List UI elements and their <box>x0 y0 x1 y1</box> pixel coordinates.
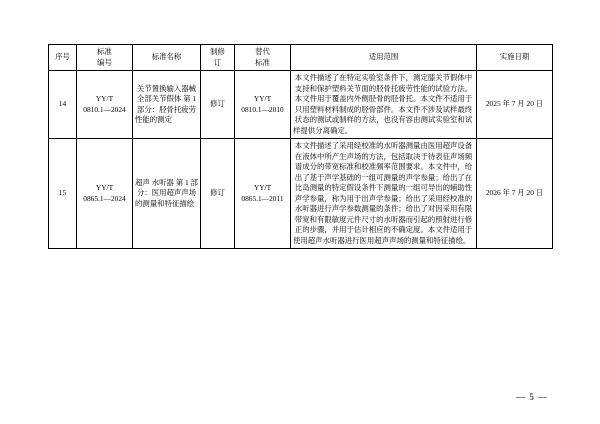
row-standard-code <box>77 139 133 249</box>
header-replaced-line2: 标准 <box>255 57 270 67</box>
row-replaced-line2: 0810.1—2010 <box>241 104 284 114</box>
row-standard-name: 超声 水听器 第 1 部分：医用超声声场的测量和特征描绘 <box>133 139 201 249</box>
row-replaced-standard <box>235 71 291 139</box>
row-standard-code-line2: 0810.1—2024 <box>83 104 126 114</box>
page-number: — 5 — <box>516 392 548 402</box>
row-sequence: 14 <box>49 71 77 139</box>
header-standard-code-line1: 标准 <box>97 47 112 56</box>
row-replaced-line1: YY/T <box>253 94 272 104</box>
table-header-row <box>49 45 553 71</box>
standards-table <box>48 44 553 249</box>
row-standard-name: 关节置换输入器械全部关节假体 第 1 部分：胫骨托疲劳性能的测定 <box>133 71 201 139</box>
header-standard-code <box>77 45 133 71</box>
row-replaced-line1: YY/T <box>253 183 272 193</box>
row-standard-code-line1: YY/T <box>95 183 114 193</box>
row-scope: 本文件描述了采用经校准的水听器测量由医用超声设备在液体中所产生声场的方法，包括取决于待表征声场频谱成分的带宽标准和校准频率范围要求。本文件中，给出了基于声学基础的一组可测量的声学参量；给出了在比岛测量的特定假设条件下测量的一组可导出的辅助性声学参量，称为用于出声学参量；给出了采用经校准的水听器进行声学参数测量的条件；给出了对因采用有限带宽和有限敏度元件尺寸的水听器而引起的照射进行修正的步骤，并用于估计相应的不确定度。本文件适用于使用超声水听器进行医用超声声场的测量和特征描绘。 <box>291 139 477 249</box>
row-standard-code-line2: 0865.1—2024 <box>83 193 126 203</box>
row-sequence: 15 <box>49 139 77 249</box>
header-revision-line2: 订 <box>213 57 222 67</box>
header-seq: 序号 <box>49 45 77 71</box>
row-effective-date: 2025 年 7 月 20 日 <box>477 71 553 139</box>
table-row <box>49 139 553 249</box>
header-revision <box>201 45 235 71</box>
row-revision: 修订 <box>201 71 235 139</box>
row-replaced-standard <box>235 139 291 249</box>
row-revision: 修订 <box>201 139 235 249</box>
table-row <box>49 71 553 139</box>
row-effective-date: 2026 年 7 月 20 日 <box>477 139 553 249</box>
header-standard-name: 标准名称 <box>133 45 201 71</box>
table-header <box>49 45 553 71</box>
header-standard-code-line2: 编号 <box>97 57 112 67</box>
header-revision-line1: 制修 <box>210 47 225 56</box>
table-body <box>49 71 553 249</box>
row-standard-code <box>77 71 133 139</box>
header-effective-date: 实施日期 <box>477 45 553 71</box>
row-replaced-line2: 0865.1—2011 <box>241 193 284 203</box>
row-scope: 本文件描述了在特定实验室条件下，测定膝关节假体中支持和保护塑料关节面的胫骨托疲劳性能的试验方法。本文件用于覆盖内外侧胫骨的胫骨托。本文件不适用于只用塑料材料制成的胫骨部件。本文件不涉及试样最终状态的测试或制样的方法，也没有容由测试实验室和试样提供分离确定。 <box>291 71 477 139</box>
header-replaced-line1: 替代 <box>255 47 270 56</box>
header-scope: 适用范围 <box>291 45 477 71</box>
header-replaced-standard <box>235 45 291 71</box>
row-standard-code-line1: YY/T <box>95 94 114 104</box>
